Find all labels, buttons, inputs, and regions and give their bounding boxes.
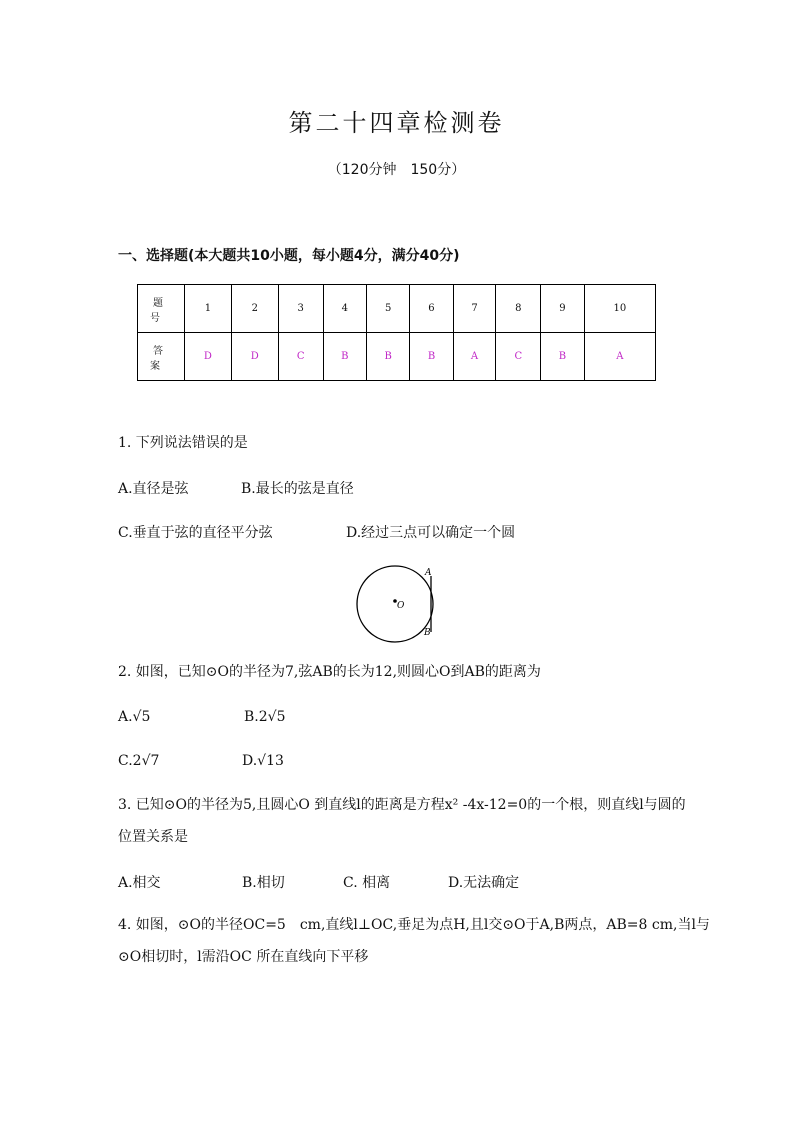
number-cell: 5 (366, 285, 409, 333)
answer-cell: C (496, 333, 541, 381)
question-2-option-b: B.2√5 (244, 709, 286, 725)
answer-cell: D (185, 333, 232, 381)
question-2-option-d: D.√13 (242, 753, 284, 769)
answer-cell: C (278, 333, 323, 381)
question-3-option-c: C. 相离 (343, 875, 391, 891)
question-2-option-a: A.√5 (118, 709, 151, 725)
page-title: 第二十四章检测卷 (288, 109, 505, 137)
question-1-option-d: D.经过三点可以确定一个圆 (346, 525, 516, 541)
number-cell: 7 (453, 285, 496, 333)
number-cell: 3 (278, 285, 323, 333)
question-3-stem-line-1: 3. 已知⊙O的半径为5,且圆心O 到直线l的距离是方程x² -4x-12=0的一个根，则直线l与圆的 (118, 797, 686, 813)
number-cell: 10 (584, 285, 655, 333)
question-1-option-b: B.最长的弦是直径 (241, 481, 354, 497)
number-cell: 9 (541, 285, 584, 333)
question-3-option-d: D.无法确定 (448, 875, 520, 891)
row-label-answer: 答案 (138, 333, 185, 381)
label-o: O (397, 601, 405, 611)
question-4-stem-line-2: ⊙O相切时，l需沿OC 所在直线向下平移 (118, 949, 369, 965)
question-1-stem: 1. 下列说法错误的是 (118, 435, 248, 451)
question-1-option-c: C.垂直于弦的直径平分弦 (118, 525, 273, 541)
answer-cell: B (323, 333, 366, 381)
exam-duration-score: （120分钟 150分） (327, 162, 466, 178)
number-cell: 6 (410, 285, 453, 333)
number-cell: 4 (323, 285, 366, 333)
question-3-stem-line-2: 位置关系是 (118, 829, 188, 845)
question-number-row (138, 285, 656, 333)
question-2-option-c: C.2√7 (118, 753, 160, 769)
question-3-option-b: B.相切 (242, 875, 285, 891)
question-2-stem: 2. 如图，已知⊙O的半径为7,弦AB的长为12,则圆心O到AB的距离为 (118, 664, 541, 680)
number-cell: 1 (185, 285, 232, 333)
answer-cell: D (231, 333, 278, 381)
answer-cell: B (366, 333, 409, 381)
label-b: B (424, 628, 431, 638)
number-cell: 8 (496, 285, 541, 333)
answer-row (138, 333, 656, 381)
circle-figure (355, 563, 440, 645)
question-3-option-a: A.相交 (118, 875, 161, 891)
question-1-option-a: A.直径是弦 (118, 481, 189, 497)
row-label-number: 题号 (138, 285, 185, 333)
circle-outline (357, 566, 433, 642)
answer-cell: A (453, 333, 496, 381)
question-4-stem-line-1: 4. 如图，⊙O的半径OC=5 cm,直线l⊥OC,垂足为点H,且l交⊙O于A,B两点，AB=8 cm,当l与 (118, 917, 710, 933)
number-cell: 2 (231, 285, 278, 333)
answer-cell: B (541, 333, 584, 381)
answer-cell: A (584, 333, 655, 381)
section-heading: 一、选择题(本大题共10小题，每小题4分，满分40分) (118, 248, 460, 264)
answer-cell: B (410, 333, 453, 381)
answer-table (137, 284, 656, 381)
label-a: A (425, 568, 432, 578)
